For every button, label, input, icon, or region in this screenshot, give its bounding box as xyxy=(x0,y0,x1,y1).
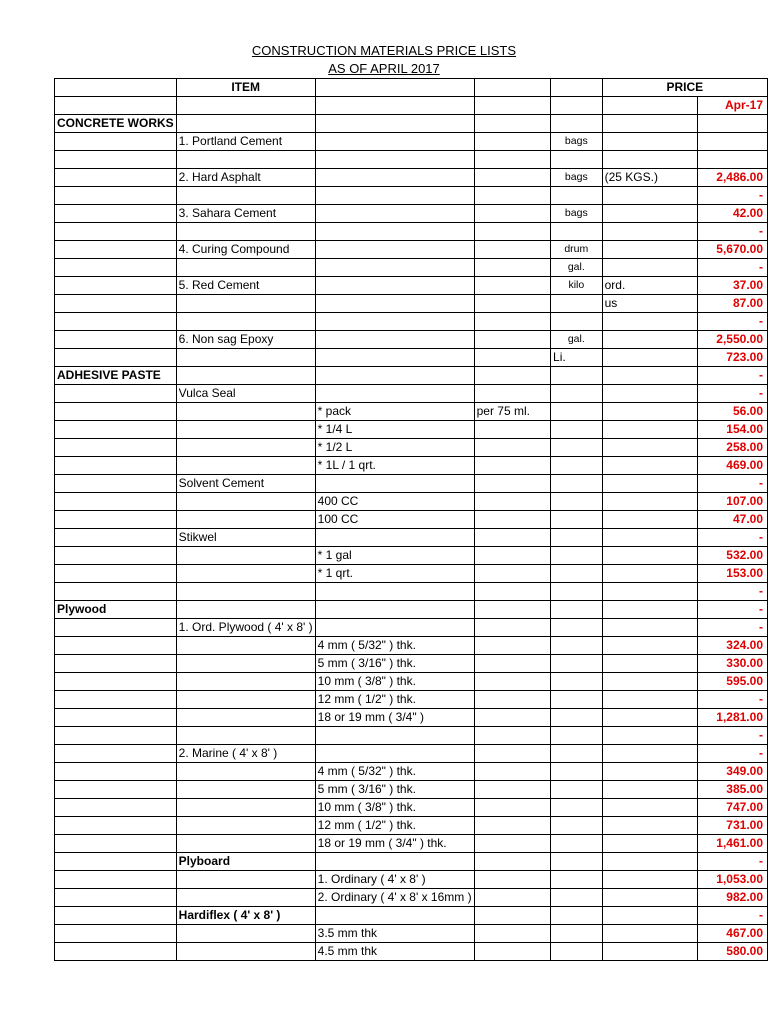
item-price: - xyxy=(759,584,763,598)
item-variant: 10 mm ( 3/8" ) thk. xyxy=(317,674,416,688)
item-price: 47.00 xyxy=(732,512,763,526)
table-row xyxy=(55,385,768,403)
item-price: 747.00 xyxy=(726,800,763,814)
item-unit: Li. xyxy=(553,350,566,364)
table-row xyxy=(55,943,768,961)
item-unit: kilo xyxy=(568,279,585,291)
item-price: 330.00 xyxy=(726,656,763,670)
table-row xyxy=(55,313,768,331)
table-row xyxy=(55,349,768,367)
table-row xyxy=(55,763,768,781)
date-row xyxy=(55,97,768,115)
item-price: 595.00 xyxy=(726,674,763,688)
item-price: - xyxy=(759,854,763,868)
header-row xyxy=(55,79,768,97)
item-price: 982.00 xyxy=(726,890,763,904)
table-row xyxy=(55,709,768,727)
item-price: 532.00 xyxy=(726,548,763,562)
item-variant: * 1/2 L xyxy=(317,440,353,454)
price-date: Apr-17 xyxy=(697,97,767,115)
item-price: 385.00 xyxy=(726,782,763,796)
item-variant: * pack xyxy=(317,404,351,418)
item-price: - xyxy=(759,692,763,706)
item-unit: bags xyxy=(564,135,588,147)
item-price: - xyxy=(759,746,763,760)
item-price: - xyxy=(759,620,763,634)
section-heading: ADHESIVE PASTE xyxy=(57,368,161,382)
item-variant: 1. Ordinary ( 4' x 8' ) xyxy=(317,872,426,886)
table-row xyxy=(55,601,768,619)
table-row xyxy=(55,187,768,205)
item-price: 87.00 xyxy=(732,296,763,310)
item-variant: 3.5 mm thk xyxy=(317,926,377,940)
item-size: per 75 ml. xyxy=(476,404,530,418)
item-variant: * 1 gal xyxy=(317,548,352,562)
table-row xyxy=(55,169,768,187)
item-name: 2. Hard Asphalt xyxy=(178,170,261,184)
table-row xyxy=(55,907,768,925)
table-row xyxy=(55,403,768,421)
item-price: 37.00 xyxy=(732,278,763,292)
table-row xyxy=(55,835,768,853)
item-variant: 5 mm ( 3/16" ) thk. xyxy=(317,656,416,670)
item-price: - xyxy=(759,368,763,382)
item-name: 1. Portland Cement xyxy=(178,134,283,148)
item-name: 2. Marine ( 4' x 8' ) xyxy=(178,746,278,760)
item-name: 5. Red Cement xyxy=(178,278,260,292)
item-price: 1,461.00 xyxy=(716,836,763,850)
item-price: 154.00 xyxy=(726,422,763,436)
table-row xyxy=(55,889,768,907)
table-row xyxy=(55,439,768,457)
item-variant: 4 mm ( 5/32" ) thk. xyxy=(317,764,416,778)
item-price: 580.00 xyxy=(726,944,763,958)
table-row xyxy=(55,727,768,745)
item-price: 349.00 xyxy=(726,764,763,778)
table-row xyxy=(55,331,768,349)
table-row xyxy=(55,547,768,565)
item-price: - xyxy=(759,314,763,328)
table-row xyxy=(55,583,768,601)
item-variant: 12 mm ( 1/2" ) thk. xyxy=(317,692,416,706)
subsection-heading: Plyboard xyxy=(178,854,231,868)
item-price: - xyxy=(759,908,763,922)
item-price: 258.00 xyxy=(726,440,763,454)
table-row xyxy=(55,673,768,691)
item-name: 1. Ord. Plywood ( 4' x 8' ) xyxy=(178,620,313,634)
item-unit: gal. xyxy=(567,333,585,345)
table-row xyxy=(55,259,768,277)
table-row xyxy=(55,133,768,151)
item-price: 107.00 xyxy=(726,494,763,508)
subsection-heading: Hardiflex ( 4' x 8' ) xyxy=(178,908,281,922)
table-row xyxy=(55,637,768,655)
item-price: 469.00 xyxy=(726,458,763,472)
table-row xyxy=(55,493,768,511)
item-price: - xyxy=(759,602,763,616)
item-unit: bags xyxy=(564,171,588,183)
table-row xyxy=(55,277,768,295)
item-unit: bags xyxy=(564,207,588,219)
item-variant: 5 mm ( 3/16" ) thk. xyxy=(317,782,416,796)
item-variant: * 1L / 1 qrt. xyxy=(317,458,376,472)
item-price: - xyxy=(759,530,763,544)
item-price: 153.00 xyxy=(726,566,763,580)
item-price: 731.00 xyxy=(726,818,763,832)
table-row xyxy=(55,565,768,583)
table-row xyxy=(55,241,768,259)
item-price: 5,670.00 xyxy=(716,242,763,256)
table-row xyxy=(55,529,768,547)
item-variant: 100 CC xyxy=(317,512,359,526)
page-subtitle: AS OF APRIL 2017 xyxy=(328,61,440,76)
item-header: ITEM xyxy=(176,79,315,97)
section-heading: Plywood xyxy=(57,602,107,616)
table-row xyxy=(55,457,768,475)
item-price: 2,550.00 xyxy=(716,332,763,346)
price-header: PRICE xyxy=(602,79,767,97)
item-price: 1,281.00 xyxy=(716,710,763,724)
table-row xyxy=(55,799,768,817)
item-price: 42.00 xyxy=(732,206,763,220)
item-variant: 18 or 19 mm ( 3/4" ) thk. xyxy=(317,836,447,850)
item-variant: 4 mm ( 5/32" ) thk. xyxy=(317,638,416,652)
section-heading: CONCRETE WORKS xyxy=(57,116,174,130)
item-price: - xyxy=(759,224,763,238)
item-price: 324.00 xyxy=(726,638,763,652)
table-row xyxy=(55,655,768,673)
table-row xyxy=(55,691,768,709)
item-price: - xyxy=(759,386,763,400)
item-price: 1,053.00 xyxy=(716,872,763,886)
item-unit: gal. xyxy=(567,261,585,273)
item-price: 723.00 xyxy=(726,350,763,364)
item-variant: 18 or 19 mm ( 3/4" ) xyxy=(317,710,424,724)
table-row xyxy=(55,853,768,871)
table-row xyxy=(55,925,768,943)
item-price: - xyxy=(759,260,763,274)
table-row xyxy=(55,475,768,493)
table-row xyxy=(55,367,768,385)
item-price: 2,486.00 xyxy=(716,170,763,184)
table-row xyxy=(55,511,768,529)
table-row xyxy=(55,151,768,169)
page-title: CONSTRUCTION MATERIALS PRICE LISTS xyxy=(251,43,517,58)
item-name: Solvent Cement xyxy=(178,476,265,490)
item-variant: 12 mm ( 1/2" ) thk. xyxy=(317,818,416,832)
item-name: Vulca Seal xyxy=(178,386,236,400)
item-variant: 4.5 mm thk xyxy=(317,944,377,958)
item-name: Stikwel xyxy=(178,530,217,544)
item-variant: * 1 qrt. xyxy=(317,566,353,580)
item-variant: 10 mm ( 3/8" ) thk. xyxy=(317,800,416,814)
item-price: - xyxy=(759,476,763,490)
item-price: - xyxy=(759,188,763,202)
table-row xyxy=(55,817,768,835)
item-price: 56.00 xyxy=(732,404,763,418)
table-row xyxy=(55,745,768,763)
table-row xyxy=(55,115,768,133)
item-price: - xyxy=(759,728,763,742)
item-note: us xyxy=(604,296,618,310)
item-name: 3. Sahara Cement xyxy=(178,206,277,220)
item-unit: drum xyxy=(564,243,589,255)
item-variant: * 1/4 L xyxy=(317,422,353,436)
item-variant: 2. Ordinary ( 4' x 8' x 16mm ) xyxy=(317,890,472,904)
table-row xyxy=(55,871,768,889)
table-row xyxy=(55,223,768,241)
table-row xyxy=(55,619,768,637)
table-row xyxy=(55,781,768,799)
item-name: 4. Curing Compound xyxy=(178,242,290,256)
item-note: (25 KGS.) xyxy=(604,170,658,184)
item-price: 467.00 xyxy=(726,926,763,940)
table-row xyxy=(55,205,768,223)
price-table xyxy=(54,78,768,961)
item-note: ord. xyxy=(604,278,626,292)
table-row xyxy=(55,295,768,313)
table-row xyxy=(55,421,768,439)
item-variant: 400 CC xyxy=(317,494,359,508)
item-name: 6. Non sag Epoxy xyxy=(178,332,274,346)
